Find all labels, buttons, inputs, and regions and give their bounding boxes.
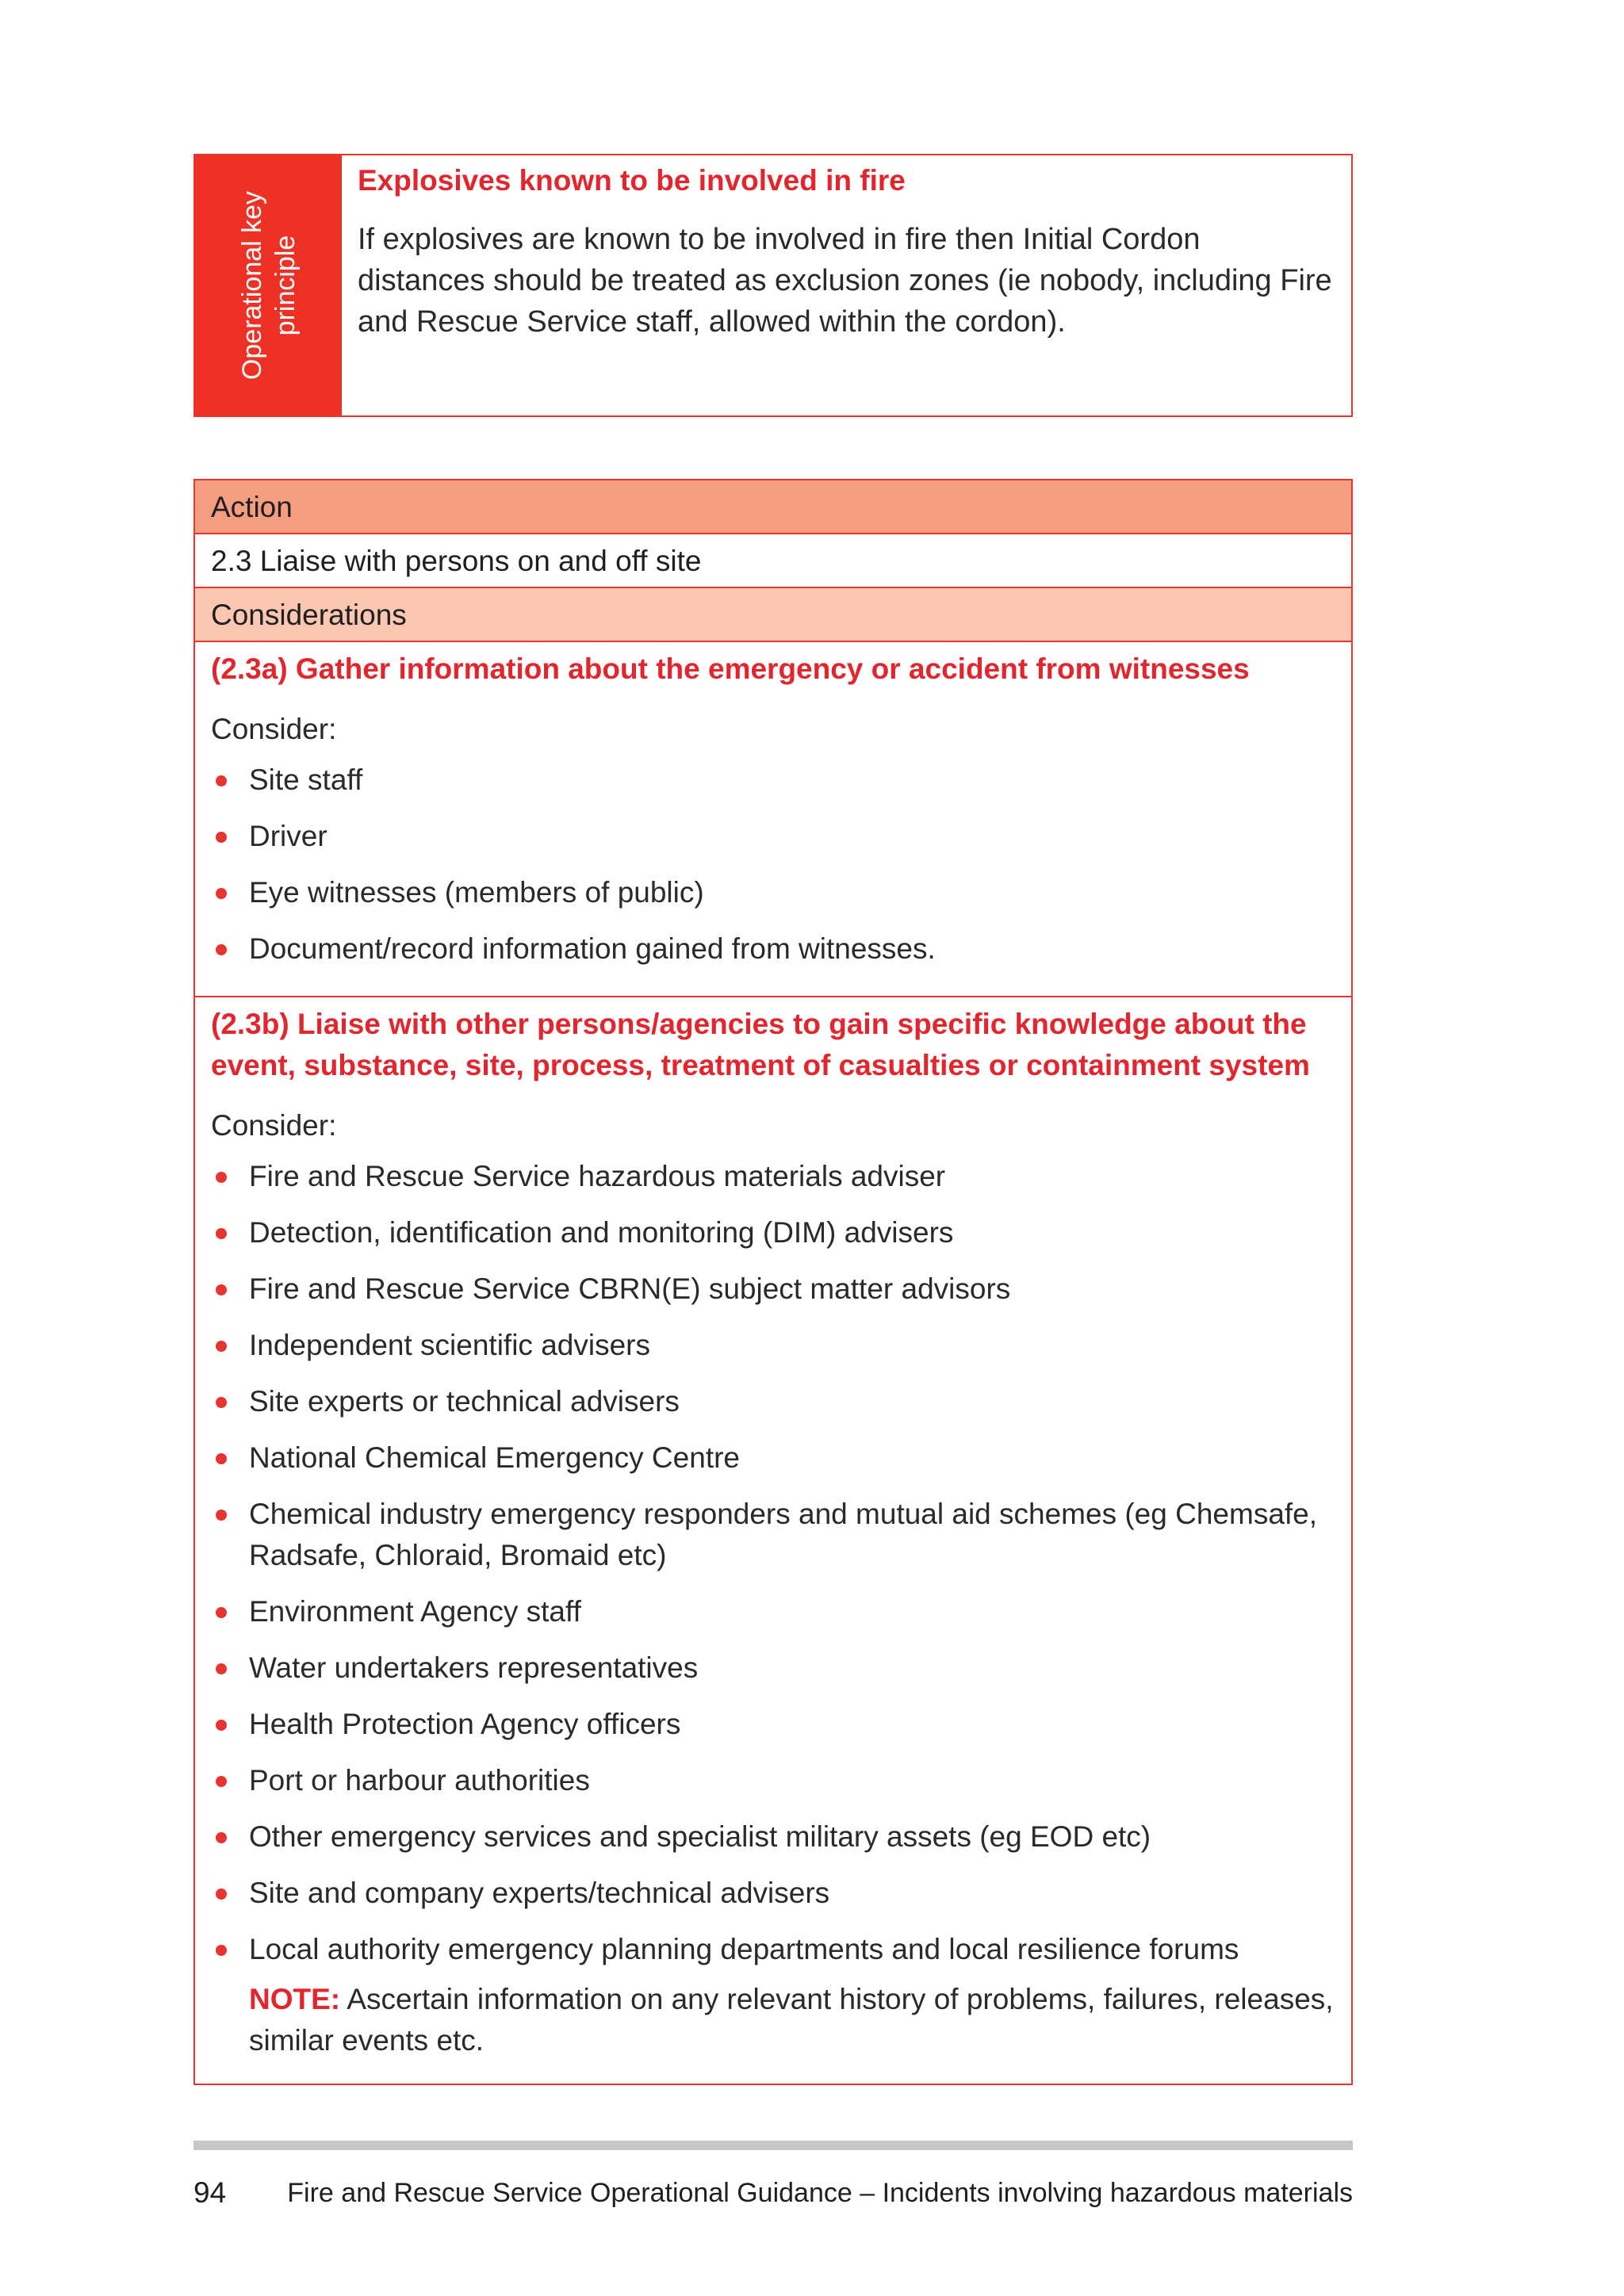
action-title: 2.3 Liaise with persons on and off site (195, 534, 1351, 588)
bullet-icon (216, 1453, 227, 1464)
key-principle-text: If explosives are known to be involved in fire then Initial Cordon distances should be treated as exclusion zones (ie nobody, including Fire and Rescue Service staff, allowed within the cordon). (358, 223, 1332, 339)
section-heading: (2.3b) Liaise with other persons/agencies to gain specific knowledge about the event, substance, site, process, treatment of casualties or containment system (211, 1008, 1310, 1081)
bullet-list (211, 1156, 1335, 1970)
list-item: Local authority emergency planning departments and local resilience forums (211, 1929, 1335, 1970)
list-item: Site staff (211, 760, 1335, 801)
bullet-icon (216, 1397, 227, 1408)
list-item: Environment Agency staff (211, 1591, 1335, 1632)
bullet-icon (216, 1945, 227, 1956)
list-item: Water undertakers representatives (211, 1647, 1335, 1689)
side-label-line2: principle (270, 235, 301, 336)
operational-key-principle-box (193, 154, 1353, 417)
bullet-icon (216, 1832, 227, 1843)
bullet-icon (216, 1888, 227, 1900)
considerations-header: Considerations (195, 588, 1351, 642)
list-item: National Chemical Emergency Centre (211, 1437, 1335, 1479)
list-item: Fire and Rescue Service CBRN(E) subject matter advisors (211, 1269, 1335, 1310)
section-heading: (2.3a) Gather information about the emergency or accident from witnesses (211, 652, 1250, 685)
key-principle-body (342, 155, 1351, 415)
bullet-icon (216, 1510, 227, 1521)
list-item: Port or harbour authorities (211, 1760, 1335, 1801)
side-label-line1: Operational key (236, 190, 267, 381)
action-header: Action (195, 480, 1351, 534)
key-principle-side-label (236, 191, 302, 380)
bullet-icon (216, 1341, 227, 1352)
bullet-icon (216, 1172, 227, 1183)
action-table (193, 479, 1353, 2085)
note-text: Ascertain information on any relevant history of problems, failures, releases, similar events etc. (249, 1983, 1334, 2057)
list-item: Health Protection Agency officers (211, 1704, 1335, 1745)
consider-label: Consider: (211, 1109, 337, 1142)
bullet-list (211, 760, 1335, 970)
bullet-icon (216, 1284, 227, 1295)
bullet-icon (216, 1776, 227, 1787)
list-item: Eye witnesses (members of public) (211, 872, 1335, 913)
key-principle-side-panel (195, 155, 342, 415)
list-item: Chemical industry emergency responders and mutual aid schemes (eg Chemsafe, Radsafe, Chloraid, Bromaid etc) (211, 1494, 1335, 1576)
bullet-icon (216, 775, 227, 786)
bullet-icon (216, 888, 227, 899)
list-item: Site experts or technical advisers (211, 1381, 1335, 1422)
bullet-icon (216, 1228, 227, 1239)
bullet-icon (216, 832, 227, 843)
consider-label: Consider: (211, 713, 337, 745)
section-2-3a (195, 649, 1351, 997)
list-item: Detection, identification and monitoring (DIM) advisers (211, 1212, 1335, 1253)
bullet-icon (216, 1720, 227, 1731)
footer-divider (193, 2141, 1353, 2150)
bullet-icon (216, 1607, 227, 1618)
key-principle-title: Explosives known to be involved in fire (358, 164, 906, 197)
list-item: Other emergency services and specialist military assets (eg EOD etc) (211, 1816, 1335, 1858)
note (211, 1979, 1335, 2061)
list-item: Document/record information gained from witnesses. (211, 928, 1335, 970)
list-item: Fire and Rescue Service hazardous materials adviser (211, 1156, 1335, 1197)
bullet-icon (216, 944, 227, 955)
section-2-3b (195, 1004, 1351, 2061)
note-label: NOTE: (249, 1983, 341, 2015)
list-item: Driver (211, 816, 1335, 857)
footer-title: Fire and Rescue Service Operational Guidance – Incidents involving hazardous materials (287, 2178, 1353, 2208)
page-number: 94 (193, 2176, 227, 2209)
list-item: Site and company experts/technical advisers (211, 1873, 1335, 1914)
bullet-icon (216, 1663, 227, 1674)
list-item: Independent scientific advisers (211, 1325, 1335, 1366)
